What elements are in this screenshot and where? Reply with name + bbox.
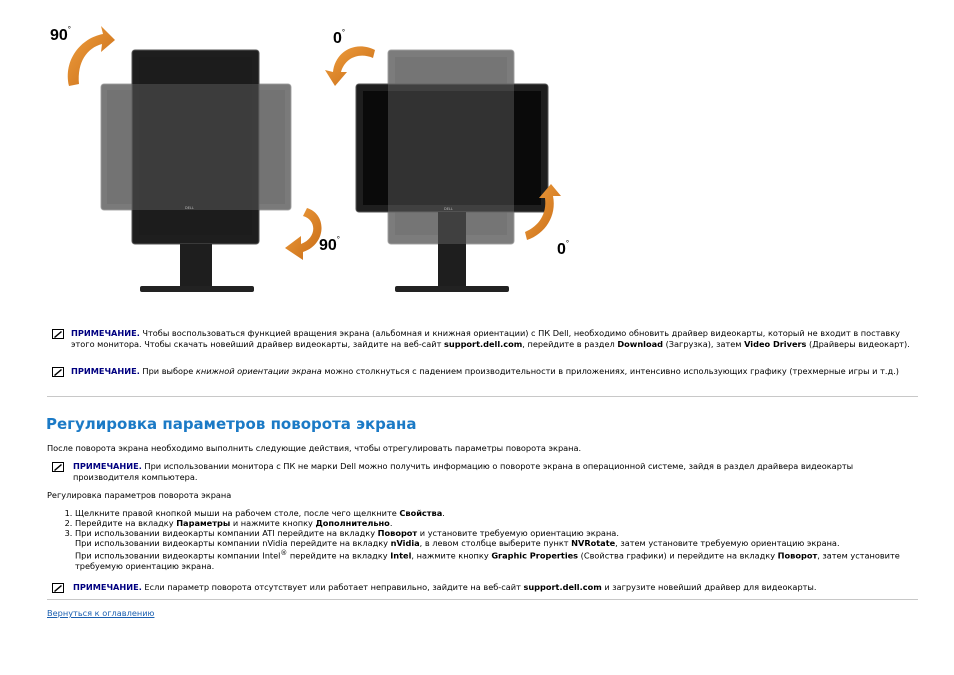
- left-landscape-overlay: [101, 84, 291, 210]
- note-performance: ПРИМЕЧАНИЕ. При выборе книжной ориентации экрана можно столкнуться с падением производительности в приложениях, интенсивно использующих графику (трехмерные игры и т.д.): [47, 366, 917, 377]
- back-to-contents-link[interactable]: Вернуться к оглавлению: [47, 608, 155, 618]
- list-item: 2. Перейдите на вкладку Параметры и нажмите кнопку Дополнительно.: [75, 518, 935, 528]
- rotation-label-90-top: 90°: [50, 25, 71, 44]
- note-driver-update: ПРИМЕЧАНИЕ. Чтобы воспользоваться функцией вращения экрана (альбомная и книжная ориентации) с ПК Dell, необходимо обновить драйвер видеокарты, который не входит в поставку этого монитора. Чтобы скачать новейший драйвер видеокарты, зайдите на веб-сайт support.dell.com, перейдите в раздел Download (Загрузка), затем Video Drivers (Драйверы видеокарт).: [47, 328, 917, 350]
- note-label: ПРИМЕЧАНИЕ.: [71, 328, 140, 338]
- note-icon: [52, 329, 64, 339]
- list-item: 3. При использовании видеокарты компании ATI перейдите на вкладку Поворот и установите требуемую ориентацию экрана. При использовании видеокарты компании nVidia перейдите на вкладку nVidia, в левом столбце выберите пункт NVRotate, затем установите требуемую ориентацию экрана. При использовании видеокарты компании Intel® перейдите на вкладку Intel, нажмите кнопку Graphic Properties (Свойства графики) и перейдите на вкладку Поворот, затем установите требуемую ориентацию экрана.: [75, 528, 935, 571]
- link-support: support.dell.com: [523, 582, 602, 592]
- arrow-icon-top-mid: [325, 46, 375, 86]
- note-label: ПРИМЕЧАНИЕ.: [73, 461, 142, 471]
- divider: [47, 396, 918, 397]
- note-icon: [52, 462, 64, 472]
- note-icon: [52, 367, 64, 377]
- note-label: ПРИМЕЧАНИЕ.: [73, 582, 142, 592]
- subheading: Регулировка параметров поворота экрана: [47, 490, 232, 500]
- intro-text: После поворота экрана необходимо выполнить следующие действия, чтобы отрегулировать параметры поворота экрана.: [47, 443, 582, 453]
- dell-logo-left: DELL: [185, 206, 194, 210]
- rotation-illustration: [45, 20, 605, 300]
- rotation-figure: [45, 20, 605, 300]
- note-rotation-missing: ПРИМЕЧАНИЕ. Если параметр поворота отсутствует или работает неправильно, зайдите на веб-сайт support.dell.com и загрузите новейший драйвер для видеокарты.: [47, 582, 917, 593]
- rotation-label-0-top: 0°: [333, 28, 346, 47]
- section-title: Регулировка параметров поворота экрана: [46, 415, 417, 433]
- right-portrait-overlay: [388, 50, 514, 244]
- rotation-label-0-bottom: 0°: [557, 239, 570, 258]
- list-item: 1. Щелкните правой кнопкой мыши на рабочем столе, после чего щелкните Свойства.: [75, 508, 935, 518]
- divider: [47, 599, 918, 600]
- dell-logo-right: DELL: [444, 207, 453, 211]
- rotation-label-90-bottom: 90°: [319, 235, 340, 254]
- note-label: ПРИМЕЧАНИЕ.: [71, 366, 140, 376]
- link-support: support.dell.com: [444, 339, 523, 349]
- note-non-dell: ПРИМЕЧАНИЕ. При использовании монитора с ПК не марки Dell можно получить информацию о повороте экрана в операционной системе, зайдя в раздел драйвера видеокарты производителя компьютера.: [47, 461, 917, 483]
- note-icon: [52, 583, 64, 593]
- arrow-icon-top-left: [68, 26, 115, 86]
- arrow-icon-bottom-mid: [285, 208, 322, 260]
- steps-list: [47, 508, 935, 571]
